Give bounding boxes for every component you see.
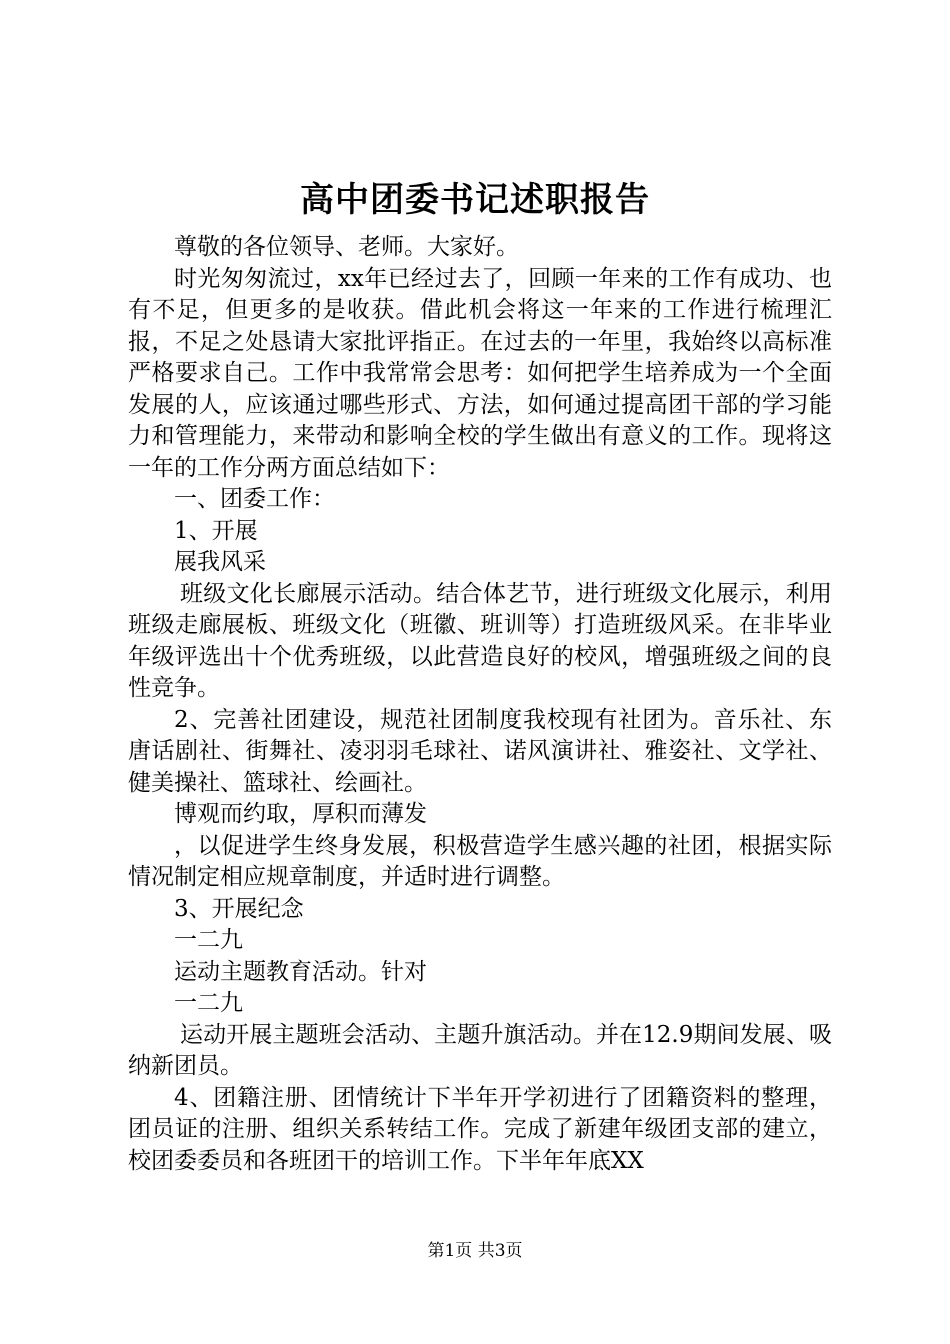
paragraph: 运动主题教育活动。针对	[174, 958, 427, 985]
paragraph: 1、开展	[174, 517, 258, 544]
paragraph: 博观而约取，厚积而薄发	[174, 801, 427, 827]
paragraph: 运动开展主题班会活动、主题升旗活动。并在12.9期间发展、吸纳新团员。	[128, 1021, 832, 1079]
paragraph: 一二九	[174, 927, 243, 953]
paragraph: 尊敬的各位领导、老师。大家好。	[174, 234, 519, 260]
paragraph: 2、完善社团建设，规范社团制度我校现有社团为。音乐社、东唐话剧社、街舞社、凌羽羽毛球社、诺风演讲社、雅姿社、文学社、健美操社、篮球社、绘画社。	[128, 706, 832, 796]
paragraph: 时光匆匆流过，xx年已经过去了，回顾一年来的工作有成功、也有不足，但更多的是收获。借此机会将这一年来的工作进行梳理汇报，不足之处恳请大家批评指正。在过去的一年里，我始终以高标准严格要求自己。工作中我常常会思考：如何把学生培养成为一个全面发展的人，应该通过哪些形式、方法，如何通过提高团干部的学习能力和管理能力，来带动和影响全校的学生做出有意义的工作。现将这一年的工作分两方面总结如下：	[128, 265, 832, 481]
paragraph: 展我风采	[174, 549, 266, 575]
paragraph: 班级文化长廊展示活动。结合体艺节，进行班级文化展示，利用班级走廊展板、班级文化（班徽、班训等）打造班级风采。在非毕业年级评选出十个优秀班级，以此营造良好的校风，增强班级之间的良性竞争。	[128, 580, 832, 701]
page-footer: 第1页 共3页	[427, 1241, 523, 1261]
paragraph: ，以促进学生终身发展，积极营造学生感兴趣的社团，根据实际情况制定相应规章制度，并适时进行调整。	[128, 832, 832, 890]
document-body	[128, 232, 832, 1177]
paragraph: 一二九	[174, 990, 243, 1016]
paragraph: 3、开展纪念	[174, 895, 304, 922]
paragraph: 一、团委工作：	[174, 486, 335, 512]
paragraph: 4、团籍注册、团情统计下半年开学初进行了团籍资料的整理，团员证的注册、组织关系转结工作。完成了新建年级团支部的建立，校团委委员和各班团干的培训工作。下半年年底XX	[128, 1084, 832, 1174]
page-title: 高中团委书记述职报告	[300, 180, 650, 220]
